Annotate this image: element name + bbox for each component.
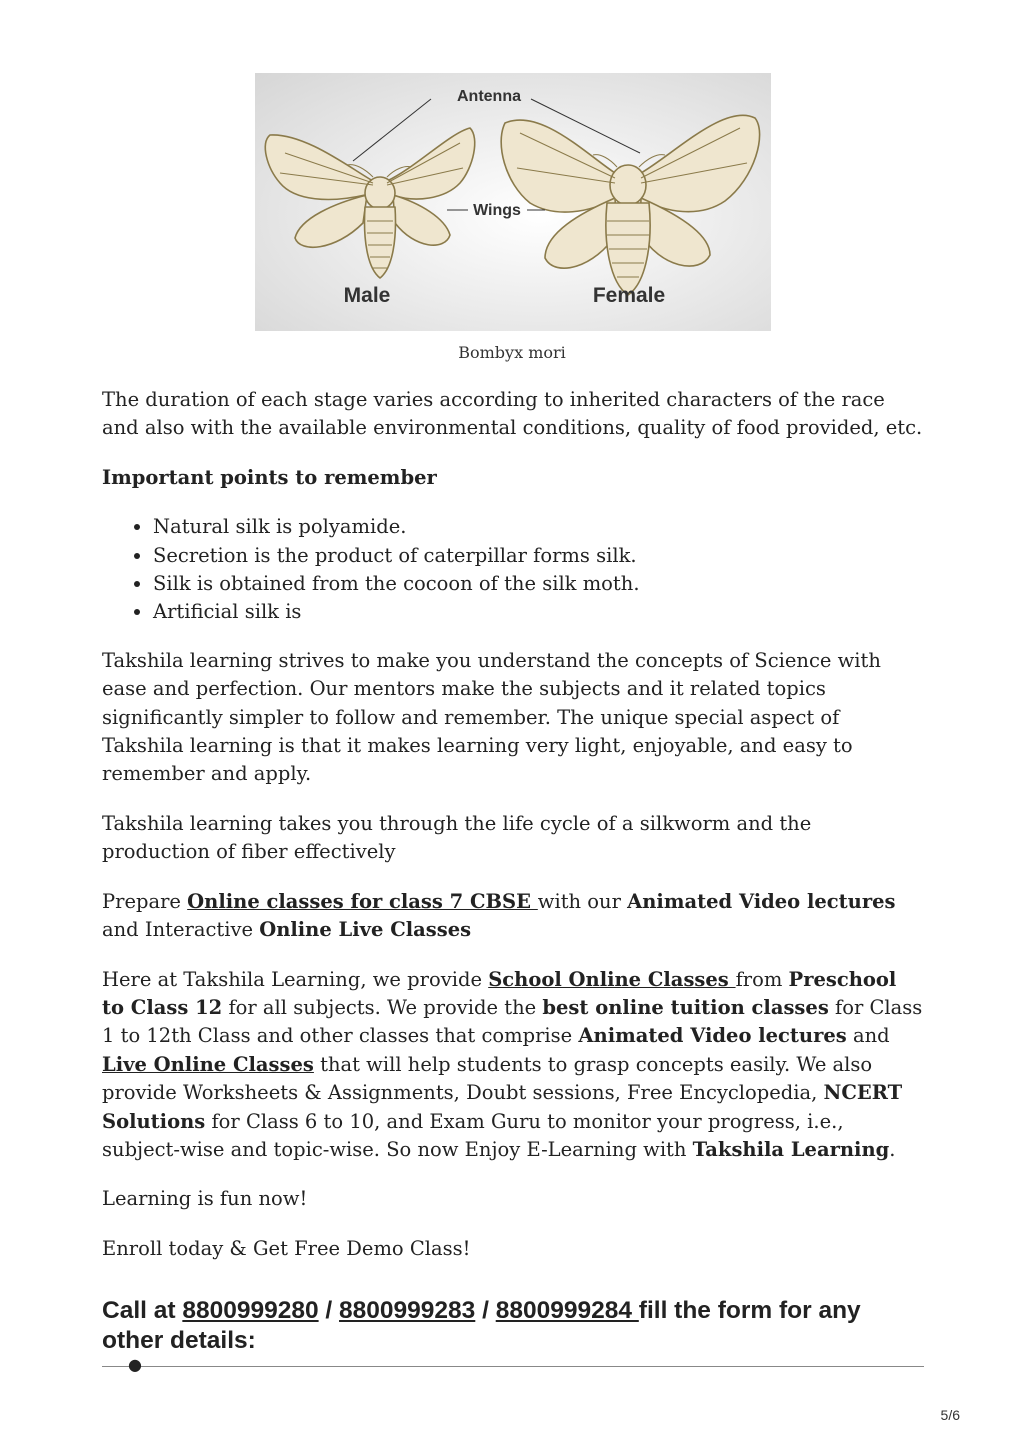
- female-right-forewing-shape: [641, 115, 760, 211]
- here-text-7: for Class 6 to 10, and Exam Guru to monitor your progress, i.e., subject-wise and topic-wise. So now Enjoy E-Learning with: [102, 1109, 844, 1161]
- call-prefix: Call at: [102, 1297, 183, 1325]
- prepare-text-3: and Interactive: [102, 918, 260, 942]
- empty-bullet-icon: ●: [128, 1355, 142, 1374]
- animated-video-lectures-text-2: Animated Video lectures: [578, 1024, 847, 1048]
- here-text-1: Here at Takshila Learning, we provide: [102, 967, 489, 991]
- here-text-3: for all subjects. We provide the: [222, 995, 543, 1019]
- male-label: Male: [343, 284, 391, 307]
- phone-link-3[interactable]: 8800999284: [495, 1297, 639, 1325]
- page-number: 5/6: [940, 1407, 960, 1423]
- prepare-text-1: Prepare: [102, 889, 188, 913]
- wings-label: Wings: [473, 202, 521, 219]
- here-paragraph: [102, 966, 924, 1165]
- best-online-tuition-text: best online tuition classes: [542, 995, 829, 1019]
- call-separator-1: /: [318, 1297, 340, 1325]
- male-abdomen-shape: [365, 207, 396, 278]
- figure-caption: Bombyx mori: [458, 343, 566, 362]
- phone-link-2[interactable]: 8800999283: [339, 1297, 476, 1325]
- important-heading-text: Important points to remember: [102, 465, 437, 489]
- animated-video-lectures-text: Animated Video lectures: [627, 889, 896, 913]
- online-live-classes-text: Online Live Classes: [259, 918, 472, 942]
- school-online-classes-link[interactable]: School Online Classes: [488, 967, 736, 991]
- silk-moth-diagram: [255, 73, 771, 331]
- prepare-paragraph: [102, 888, 924, 945]
- list-item: • Artificial silk is: [153, 598, 924, 626]
- here-text-2: from: [735, 967, 789, 991]
- bombyx-mori-figure: [255, 73, 771, 331]
- lifecycle-paragraph: Takshila learning takes you through the life cycle of a silkworm and the production of fiber effectively: [102, 811, 812, 864]
- here-text-6: that will help students to grasp concepts easily. We also provide Worksheets & Assignments, Doubt sessions, Free Encyclopedia,: [102, 1052, 873, 1105]
- here-text-8: .: [889, 1137, 896, 1161]
- online-classes-class-7-link[interactable]: Online classes for class 7 CBSE: [187, 889, 538, 913]
- male-right-forewing-shape: [387, 128, 475, 199]
- important-heading: [102, 464, 924, 492]
- call-suffix: fill the form for any other details:: [102, 1297, 861, 1355]
- antenna-pointer-left: [353, 99, 431, 161]
- article-body: [102, 386, 924, 1367]
- here-text-5: and: [846, 1024, 890, 1048]
- strive-paragraph: Takshila learning strives to make you understand the concepts of Science with ease and perfection. Our mentors make the subjects and it related topics significantly simpler to follow and remember. The unique special aspect of Takshila learning is that it makes learning very light, enjoyable, and easy to remember and apply.: [102, 648, 881, 786]
- list-item: • Secretion is the product of caterpillar forms silk.: [153, 542, 924, 570]
- female-left-forewing-shape: [501, 120, 615, 212]
- list-item: • Silk is obtained from the cocoon of the silk moth.: [153, 570, 924, 598]
- male-left-hindwing-shape: [295, 195, 367, 247]
- live-online-classes-link[interactable]: Live Online Classes: [102, 1052, 314, 1076]
- important-points-list: [102, 513, 924, 627]
- list-item: • Natural silk is polyamide.: [153, 513, 924, 541]
- call-separator-2: /: [475, 1297, 496, 1325]
- call-heading: [102, 1296, 924, 1367]
- female-thorax-shape: [610, 165, 646, 205]
- takshila-learning-text: Takshila Learning: [692, 1137, 890, 1161]
- antenna-label: Antenna: [457, 88, 521, 105]
- enroll-paragraph: Enroll today & Get Free Demo Class!: [102, 1236, 471, 1260]
- phone-link-1[interactable]: 8800999280: [182, 1297, 319, 1325]
- intro-paragraph: The duration of each stage varies according to inherited characters of the race and also with the available environmental conditions, quality of food provided, etc.: [102, 388, 923, 440]
- prepare-text-2: with our: [537, 889, 628, 913]
- fun-paragraph: Learning is fun now!: [102, 1187, 308, 1211]
- female-label: Female: [592, 284, 666, 307]
- male-right-hindwing-shape: [393, 195, 450, 245]
- preschool-to-class-12-text: Preschool to Class 12: [102, 967, 897, 1019]
- ncert-solutions-text: NCERT Solutions: [102, 1081, 903, 1133]
- here-text-4: for Class 1 to 12th Class and other classes that comprise: [102, 995, 923, 1048]
- male-left-forewing-shape: [265, 135, 373, 200]
